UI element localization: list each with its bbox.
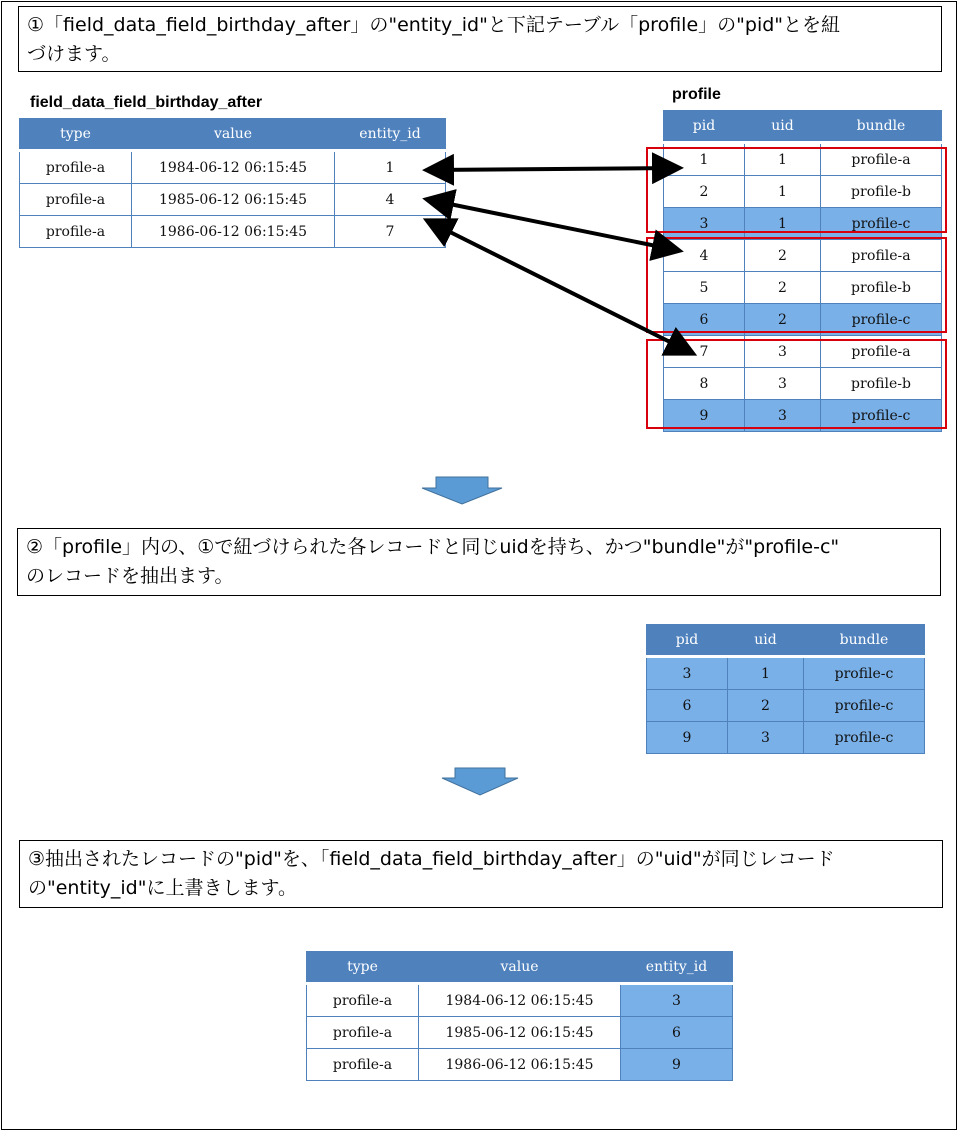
table-row xyxy=(307,1017,733,1049)
uid-cell: 1 xyxy=(745,176,821,208)
extracted-table-header xyxy=(647,624,925,657)
result-table xyxy=(306,951,733,1081)
step3-line2: の"entity_id"に上書きします。 xyxy=(28,877,297,899)
uid-cell: 3 xyxy=(745,368,821,400)
entity-id-cell: 3 xyxy=(621,984,733,1017)
type-cell: profile-a xyxy=(20,216,132,248)
column-header-bundle: bundle xyxy=(804,624,925,657)
uid-cell: 3 xyxy=(745,400,821,432)
pid-cell: 4 xyxy=(664,240,745,272)
step1-line1: ①「field_data_field_birthday_after」の"entity_id"と下記テーブル「profile」の"pid"とを紐 xyxy=(27,14,841,36)
entity-id-cell: 7 xyxy=(335,216,446,248)
entity-id-cell: 4 xyxy=(335,184,446,216)
pid-cell: 3 xyxy=(647,657,728,690)
bundle-cell: profile-a xyxy=(821,143,942,176)
pid-cell: 5 xyxy=(664,272,745,304)
uid-cell: 2 xyxy=(745,304,821,336)
pid-cell: 6 xyxy=(664,304,745,336)
result-table-header xyxy=(307,951,733,984)
bundle-cell: profile-c xyxy=(821,400,942,432)
step3-line1: ③抽出されたレコードの"pid"を、「field_data_field_birthday_after」の"uid"が同じレコード xyxy=(28,848,835,870)
bundle-cell: profile-a xyxy=(821,240,942,272)
column-header-bundle: bundle xyxy=(821,110,942,143)
value-cell: 1986-06-12 06:15:45 xyxy=(132,216,335,248)
entity-id-cell: 6 xyxy=(621,1017,733,1049)
step1-line2: づけます。 xyxy=(27,43,121,65)
type-cell: profile-a xyxy=(20,151,132,184)
bundle-cell: profile-c xyxy=(804,690,925,722)
step-arrow-down-1 xyxy=(422,477,502,504)
column-header-uid: uid xyxy=(728,624,804,657)
column-header-entity-id: entity_id xyxy=(621,951,733,984)
pid-cell: 6 xyxy=(647,690,728,722)
step-arrow-down-2 xyxy=(442,768,518,795)
step2-line2: のレコードを抽出ます。 xyxy=(26,565,234,587)
link-arrow-1 xyxy=(430,168,676,170)
column-header-value: value xyxy=(419,951,621,984)
pid-cell: 9 xyxy=(664,400,745,432)
value-cell: 1986-06-12 06:15:45 xyxy=(419,1049,621,1081)
uid-cell: 2 xyxy=(745,272,821,304)
table-row xyxy=(307,984,733,1017)
table-row xyxy=(307,1049,733,1081)
step3-note xyxy=(19,840,943,908)
type-cell: profile-a xyxy=(307,1049,419,1081)
uid-cell: 3 xyxy=(728,722,804,754)
link-arrow-7 xyxy=(430,222,690,352)
pid-cell: 8 xyxy=(664,368,745,400)
bundle-cell: profile-c xyxy=(804,722,925,754)
column-header-type: type xyxy=(20,118,132,151)
bundle-cell: profile-b xyxy=(821,176,942,208)
profile-table-title: profile xyxy=(672,86,721,103)
step2-note xyxy=(17,528,941,596)
column-header-type: type xyxy=(307,951,419,984)
value-cell: 1984-06-12 06:15:45 xyxy=(132,151,335,184)
table-row xyxy=(647,657,925,690)
uid-cell: 2 xyxy=(745,240,821,272)
bundle-cell: profile-b xyxy=(821,272,942,304)
type-cell: profile-a xyxy=(20,184,132,216)
value-cell: 1984-06-12 06:15:45 xyxy=(419,984,621,1017)
bundle-cell: profile-c xyxy=(821,304,942,336)
extracted-table xyxy=(646,624,925,754)
pid-cell: 7 xyxy=(664,336,745,368)
uid-cell: 2 xyxy=(728,690,804,722)
column-header-pid: pid xyxy=(647,624,728,657)
value-cell: 1985-06-12 06:15:45 xyxy=(132,184,335,216)
column-header-pid: pid xyxy=(664,110,745,143)
table-row xyxy=(647,690,925,722)
uid-cell: 1 xyxy=(745,143,821,176)
table-row xyxy=(647,722,925,754)
uid-cell: 3 xyxy=(745,336,821,368)
column-header-entity-id: entity_id xyxy=(335,118,446,151)
birthday-table-title: field_data_field_birthday_after xyxy=(30,94,263,111)
column-header-uid: uid xyxy=(745,110,821,143)
entity-id-cell: 9 xyxy=(621,1049,733,1081)
bundle-cell: profile-c xyxy=(804,657,925,690)
pid-cell: 9 xyxy=(647,722,728,754)
type-cell: profile-a xyxy=(307,1017,419,1049)
uid-cell: 1 xyxy=(745,208,821,240)
column-header-value: value xyxy=(132,118,335,151)
bundle-cell: profile-c xyxy=(821,208,942,240)
pid-cell: 3 xyxy=(664,208,745,240)
bundle-cell: profile-a xyxy=(821,336,942,368)
step2-line1: ②「profile」内の、①で紐づけられた各レコードと同じuidを持ち、かつ"bundle"が"profile-c" xyxy=(26,536,840,558)
pid-cell: 2 xyxy=(664,176,745,208)
pid-cell: 1 xyxy=(664,143,745,176)
bundle-cell: profile-b xyxy=(821,368,942,400)
entity-id-cell: 1 xyxy=(335,151,446,184)
uid-cell: 1 xyxy=(728,657,804,690)
type-cell: profile-a xyxy=(307,984,419,1017)
value-cell: 1985-06-12 06:15:45 xyxy=(419,1017,621,1049)
